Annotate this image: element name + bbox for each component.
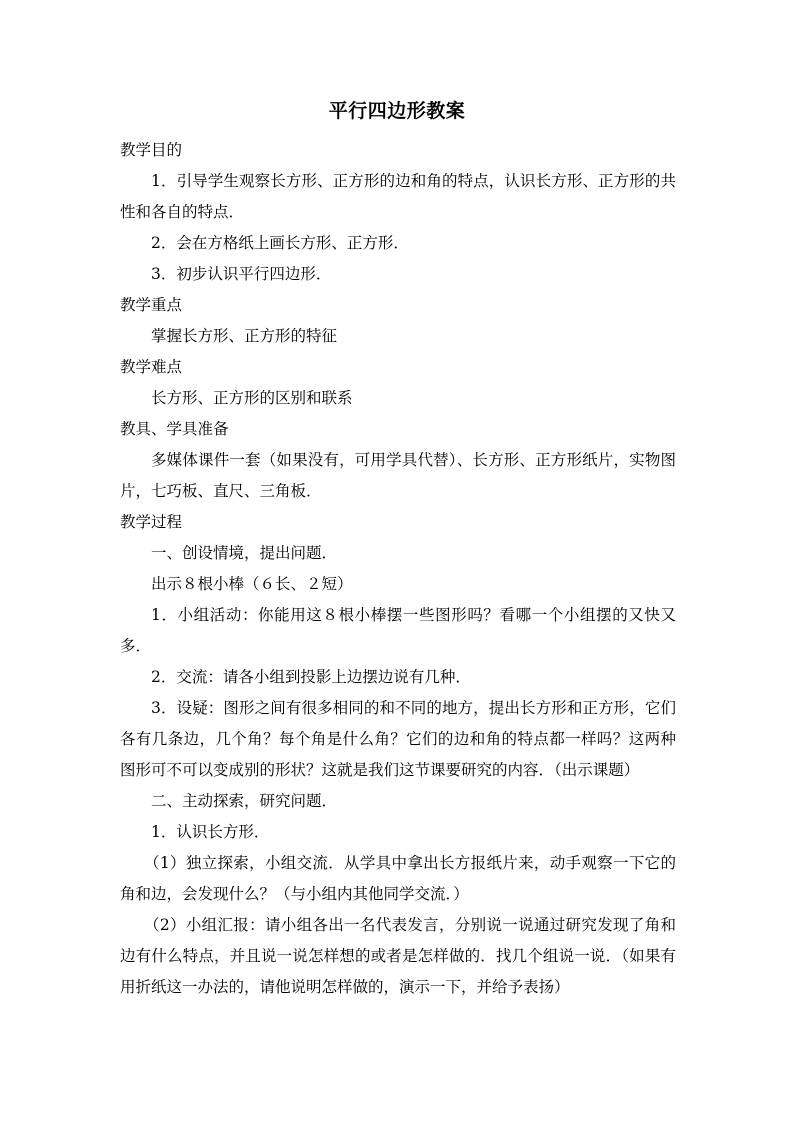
step-1-item-1: 1．小组活动：你能用这８根小棒摆一些图形吗？看哪一个小组摆的又快又多． — [120, 606, 676, 655]
step-2-title: 二、主动探索，研究问题． — [151, 792, 338, 810]
step-1-title: 一、创设情境，提出问题． — [151, 544, 338, 562]
step-1-item-3: 3．设疑：图形之间有很多相同的和不同的地方，提出长方形和正方形，它们各有几条边，几个角？每个角是什么角？它们的边和角的特点都一样吗？这两种图形可不可以变成别的形状？这就是我们这节课要研究的内容．（出示课题） — [120, 699, 676, 779]
step-2-sub-1: （1）独立探索，小组交流．从学具中拿出长方报纸片来，动手观察一下它的角和边，会发现什么？（与小组内其他同学交流．） — [120, 854, 676, 903]
key-points-heading: 教学重点 — [120, 296, 183, 314]
document-body — [120, 135, 676, 1003]
materials-text: 多媒体课件一套（如果没有，可用学具代替）、长方形、正方形纸片，实物图片，七巧板、直尺、三角板． — [120, 451, 676, 500]
objectives-heading: 教学目的 — [120, 141, 183, 159]
difficulties-text: 长方形、正方形的区别和联系 — [151, 389, 353, 407]
objective-2: 2．会在方格纸上画长方形、正方形． — [151, 234, 409, 252]
document-title: 平行四边形教案 — [328, 100, 466, 122]
step-1-item-2: 2．交流：请各小组到投影上边摆边说有几种． — [151, 668, 471, 686]
key-points-text: 掌握长方形、正方形的特征 — [151, 327, 338, 345]
materials-heading: 教具、学具准备 — [120, 420, 229, 438]
difficulties-heading: 教学难点 — [120, 358, 183, 376]
objective-1: 1．引导学生观察长方形、正方形的边和角的特点，认识长方形、正方形的共性和各自的特点． — [120, 172, 676, 221]
step-2-item-1: 1．认识长方形． — [151, 823, 270, 841]
step-2-sub-2: （2）小组汇报：请小组各出一名代表发言，分别说一说通过研究发现了角和边有什么特点，并且说一说怎样想的或者是怎样做的．找几个组说一说．（如果有用折纸这一办法的，请他说明怎样做的，演示一下，并给予表扬） — [120, 916, 676, 996]
process-heading: 教学过程 — [120, 513, 183, 531]
step-1-show: 出示８根小棒（６长、２短） — [151, 575, 353, 593]
objective-3: 3．初步认识平行四边形． — [151, 265, 332, 283]
